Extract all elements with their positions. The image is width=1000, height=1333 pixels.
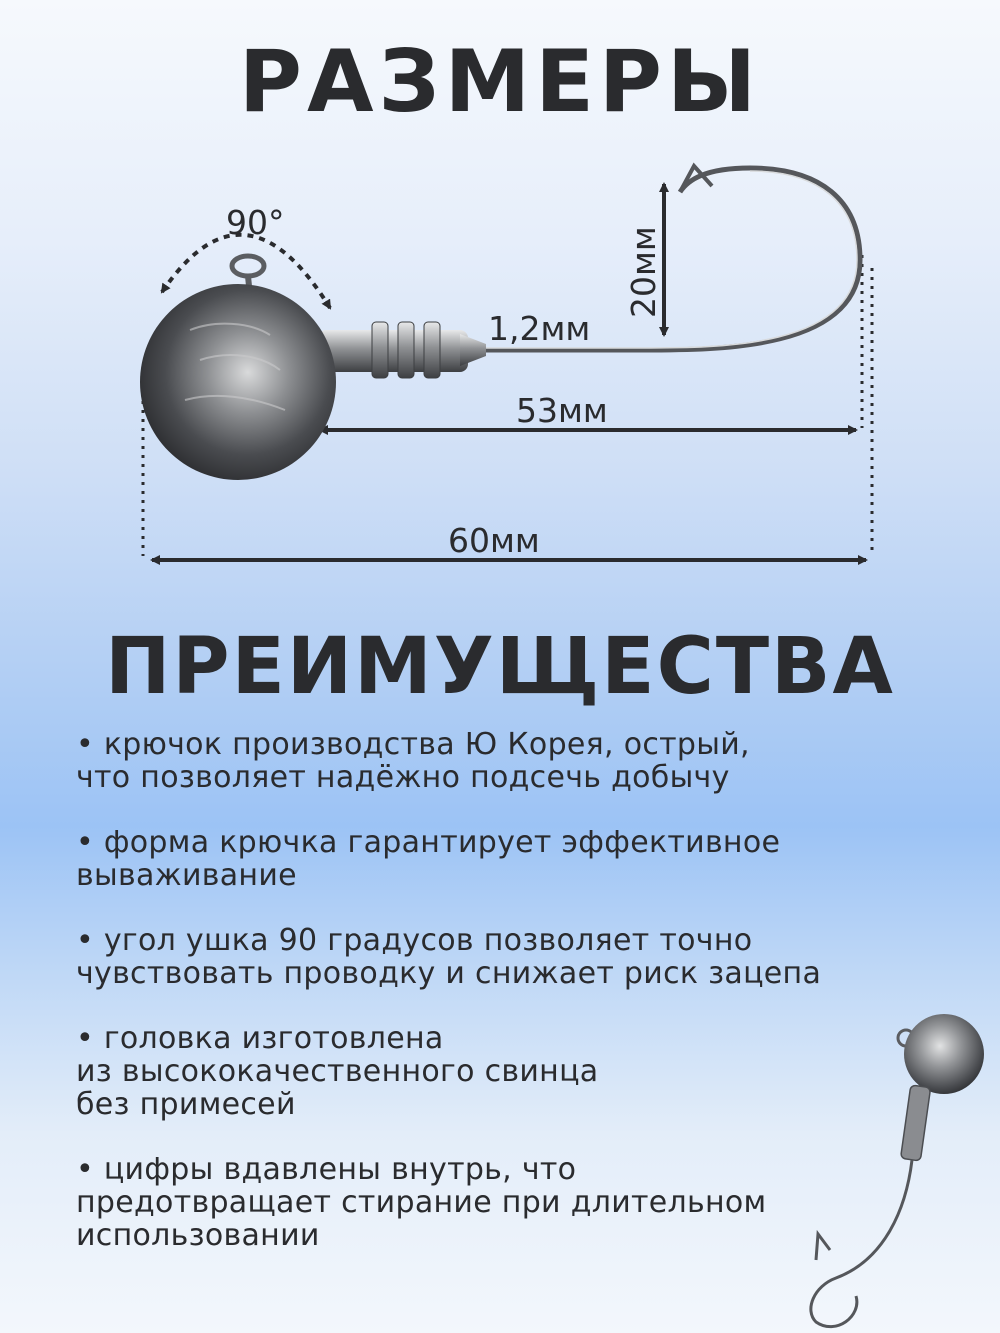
wire-diameter-label: 1,2мм [488,309,591,348]
jig-head-dimension-diagram [0,150,1000,590]
lead-ball-head [140,284,336,480]
angle-label: 90° [226,203,285,242]
jig-shank [318,322,486,378]
sizes-heading: РАЗМЕРЫ [238,32,762,132]
jig-head-product-image [796,1010,996,1333]
hook-height-label: 20мм [624,226,663,318]
benefit-item: • крючок производства Ю Корея, острый, что позволяет надёжно подсечь добычу [76,727,750,795]
benefit-item: • угол ушка 90 градусов позволяет точно чувствовать проводку и снижает риск зацепа [76,923,822,991]
benefit-item: • форма крючка гарантирует эффективное вываживание [76,825,781,893]
total-length-label: 60мм [448,521,540,560]
hook-length-label: 53мм [516,391,608,430]
benefit-item: • цифры вдавлены внутрь, что предотвращает стирание при длительном использовании [76,1152,767,1253]
benefits-heading: ПРЕИМУЩЕСТВА [105,622,895,712]
eyelet [232,256,264,276]
benefit-item: • головка изготовлена из высококачественного свинца без примесей [76,1021,599,1122]
